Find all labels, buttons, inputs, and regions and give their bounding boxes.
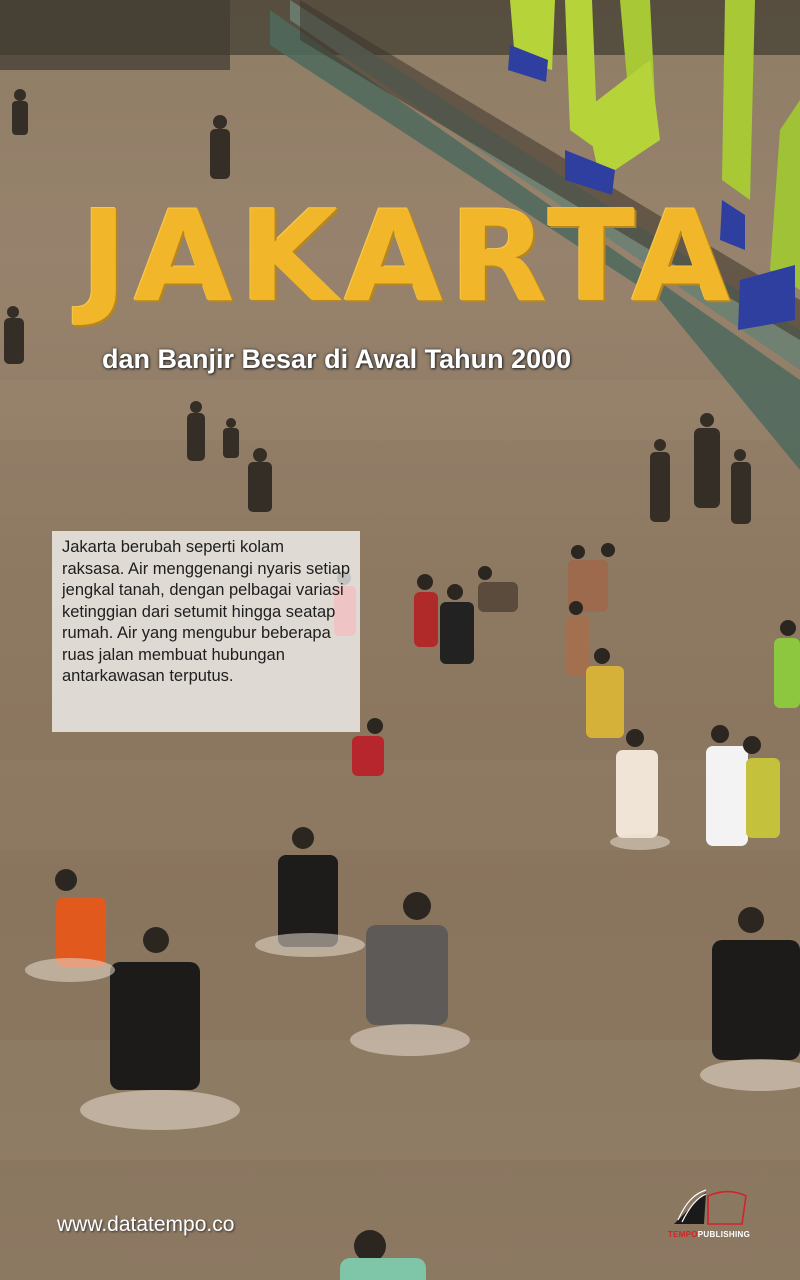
open-book-icon xyxy=(664,1184,754,1230)
cover-title: JAKARTA xyxy=(80,184,737,331)
publisher-logo-text xyxy=(664,1230,754,1239)
logo-publishing-text: PUBLISHING xyxy=(697,1230,751,1239)
cover-subtitle: dan Banjir Besar di Awal Tahun 2000 xyxy=(102,344,572,374)
caption-box xyxy=(52,531,360,732)
logo-tempo-text: TEMPO xyxy=(667,1230,698,1239)
caption-text: Jakarta berubah seperti kolam raksasa. Air menggenangi nyaris setiap jengkal tanah, dengan pelbagai variasi ketinggian dari setumit hingga seatap rumah. Air yang mengubur beberapa ruas jalan membuat hubungan antarkawasan terputus. xyxy=(62,538,350,685)
website-link[interactable]: www.datatempo.co xyxy=(57,1213,235,1236)
publisher-logo xyxy=(664,1184,754,1244)
